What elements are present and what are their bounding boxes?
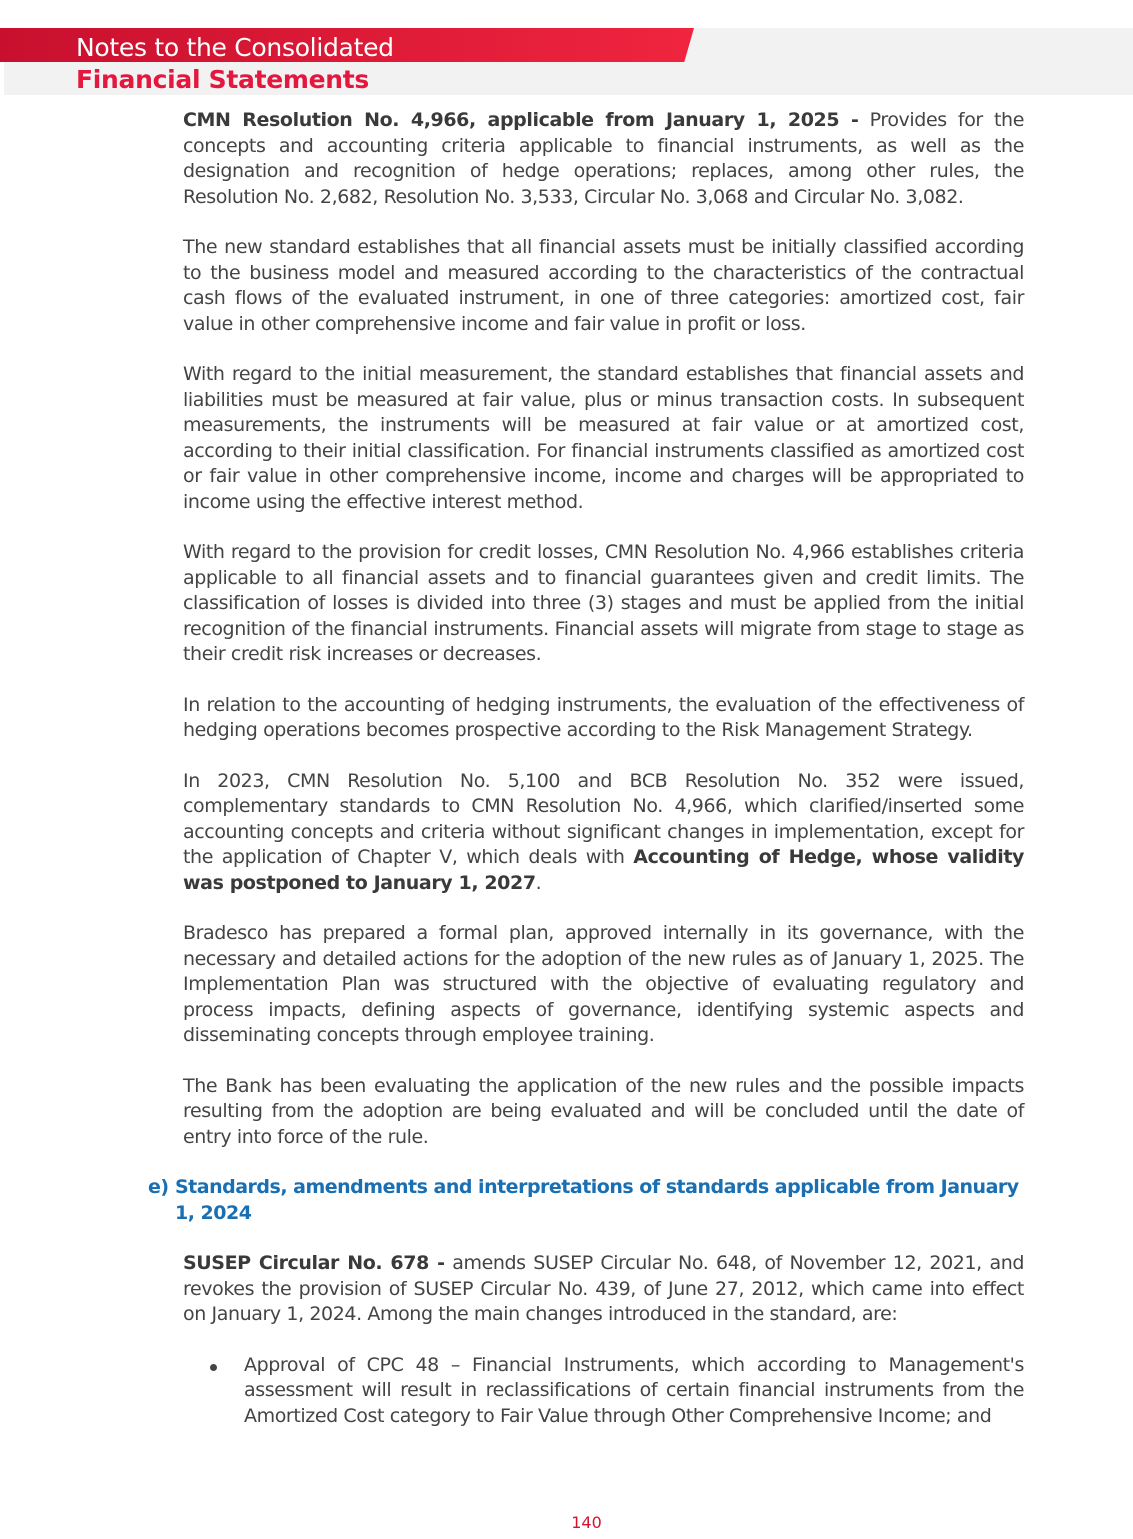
paragraph-hedging: In relation to the accounting of hedging instruments, the evaluation of the effectiveness of hedging operations becomes prospective according to the Risk Management Strategy.: [183, 693, 1024, 741]
paragraph-classification: The new standard establishes that all financial assets must be initially classified according to the business model and measured according to the characteristics of the contractual cash flows of the evaluated instrument, in one of three categories: amortized cost, fair value in other comprehensive income and fair value in profit or loss.: [183, 236, 1024, 335]
page-number: 140: [571, 1513, 602, 1532]
paragraph-2023-resolutions: [183, 769, 1024, 897]
bullet-icon: [210, 1364, 217, 1371]
list-item-text: Approval of CPC 48 – Financial Instruments, which according to Management's assessment will result in reclassifications of certain financial instruments from the Amortized Cost category to Fair Value through Other Comprehensive Income; and: [244, 1353, 1024, 1427]
header-title-line1: Notes to the Consolidated: [76, 33, 394, 62]
paragraph-initial-measurement: With regard to the initial measurement, the standard establishes that financial assets and liabilities must be measured at fair value, plus or minus transaction costs. In subsequent measurements, the instruments will be measured at fair value or at amortized cost, according to their initial classification. For financial instruments classified as amortized cost or fair value in other comprehensive income, income and charges will be appropriated to income using the effective interest method.: [183, 363, 1024, 513]
paragraph-susep-bold: SUSEP Circular No. 678 -: [183, 1252, 445, 1274]
document-body: [148, 108, 1024, 1429]
paragraph-susep-678: [183, 1251, 1024, 1328]
section-e-heading: [148, 1175, 1024, 1226]
paragraph-cmn-4966: [183, 108, 1024, 210]
section-e-title: Standards, amendments and interpretations of standards applicable from January 1, 2024: [175, 1176, 1019, 1224]
paragraph-implementation-plan: Bradesco has prepared a formal plan, approved internally in its governance, with the necessary and detailed actions for the adoption of the new rules as of January 1, 2025. The Implementation Plan was structured with the objective of evaluating regulatory and process impacts, defining aspects of governance, identifying systemic aspects and disseminating concepts through employee training.: [183, 922, 1024, 1046]
header-title-line2: Financial Statements: [76, 65, 370, 94]
paragraph-2023-bold: Accounting of Hedge, whose validity was postponed to January 1, 2027: [183, 846, 1024, 894]
paragraph-cmn-4966-bold: CMN Resolution No. 4,966, applicable from January 1, 2025 -: [183, 109, 859, 131]
paragraph-bank-evaluation: The Bank has been evaluating the application of the new rules and the possible impacts resulting from the adoption are being evaluated and will be concluded until the date of entry into force of the rule.: [183, 1074, 1024, 1148]
paragraph-2023-text: In 2023, CMN Resolution No. 5,100 and BCB Resolution No. 352 were issued, complementary standards to CMN Resolution No. 4,966, which clarified/inserted some accounting concepts and criteria without significant changes in implementation, except for the application of Chapter V, which deals with: [183, 769, 1024, 868]
paragraph-susep-text: amends SUSEP Circular No. 648, of November 12, 2021, and revokes the provision of SUSEP Circular No. 439, of June 27, 2012, which came into effect on January 1, 2024. Among the main changes introduced in the standard, are:: [183, 1252, 1024, 1325]
section-e-letter: e): [148, 1176, 169, 1198]
paragraph-credit-losses: With regard to the provision for credit losses, CMN Resolution No. 4,966 establishes criteria applicable to all financial assets and to financial guarantees given and credit limits. The classification of losses is divided into three (3) stages and must be applied from the initial recognition of the financial instruments. Financial assets will migrate from stage to stage as their credit risk increases or decreases.: [183, 541, 1024, 665]
paragraph-2023-end: .: [535, 871, 542, 894]
paragraph-cmn-4966-text: Provides for the concepts and accounting criteria applicable to financial instruments, as well as the designation and recognition of hedge operations; replaces, among other rules, the Resolution No. 2,682, Resolution No. 3,533, Circular No. 3,068 and Circular No. 3,082.: [183, 109, 1024, 208]
list-item: [183, 1353, 1024, 1430]
